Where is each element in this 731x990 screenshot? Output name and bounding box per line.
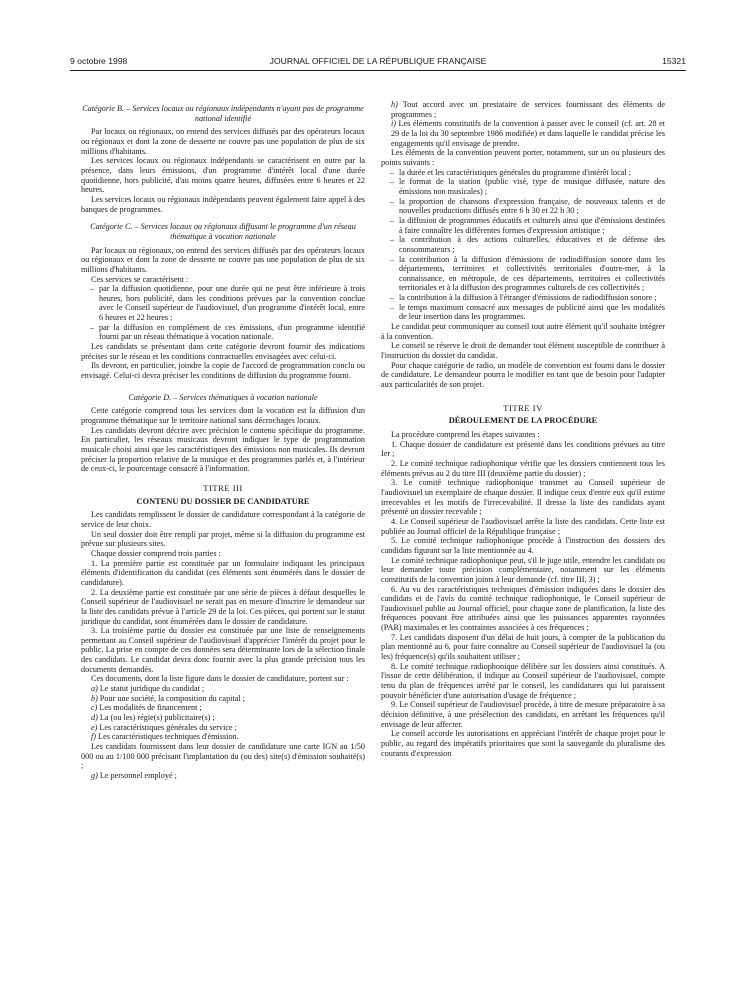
document-item: h) Tout accord avec un prestataire de services fournissant des éléments de programmes ; xyxy=(391,100,665,119)
titre-iii-heading: TITRE III xyxy=(203,482,243,493)
paragraph: Le conseil se réserve le droit de demander tout élément susceptible de contribuer à l'instruction du dossier du candidat. xyxy=(381,341,665,361)
document-item: b) Pour une société, la composition du capital ; xyxy=(91,693,245,703)
procedure-step: 2. Le comité technique radiophonique vérifie que les dossiers contiennent tous les éléments prévus au 2 du titre III (deuxième partie du dossier) ; xyxy=(381,458,665,478)
paragraph: Les services locaux ou régionaux indépendants peuvent également faire appel à des banques de programmes. xyxy=(81,194,365,214)
header-date: 9 octobre 1998 xyxy=(70,56,128,66)
paragraph: Cette catégorie comprend tous les services dont la vocation est la diffusion d'un programme thématique sur le territoire national sans décrochages locaux. xyxy=(81,406,365,426)
document-item: i) Les éléments constitutifs de la convention à passer avec le conseil (cf. art. 28 et 29 de la loi du 30 septembre 1986 modifiée) et dans laquelle le candidat précise les engagements qu'il envisage de prendre. xyxy=(391,119,666,148)
titre-iv-heading: TITRE IV xyxy=(503,402,543,413)
paragraph: Ces services se caractérisent : xyxy=(91,274,189,284)
document-item: g) Le personnel employé ; xyxy=(91,771,177,780)
page-header xyxy=(70,56,686,70)
header-journal-title: JOURNAL OFFICIEL DE LA RÉPUBLIQUE FRANÇAISE xyxy=(269,56,487,66)
paragraph: Par locaux ou régionaux, on entend des services diffusés par des opérateurs locaux ou régionaux et dont la zone de desserte ne couvre pas une population de plus de six millions d'habitants. xyxy=(81,245,365,274)
list-item: – la contribution à la diffusion à l'étranger d'émissions de radiodiffusion sonore ; xyxy=(399,293,665,303)
header-rule xyxy=(70,70,686,71)
right-column xyxy=(381,100,665,758)
procedure-step: 1. Chaque dossier de candidature est présenté dans les conditions prévues au titre Ier ; xyxy=(381,439,665,459)
titre-iv-subheading: DÉROULEMENT DE LA PROCÉDURE xyxy=(448,416,598,426)
category-d-heading: Catégorie D. – Services thématiques à vocation nationale xyxy=(128,392,318,402)
paragraph: Les éléments de la convention peuvent porter, notamment, sur un ou plusieurs des points suivants : xyxy=(381,148,665,167)
list-item: – la proportion de chansons d'expression française, de nouveaux talents et de nouvelles productions diffusés entre 6 h 30 et 22 h 30 ; xyxy=(399,197,665,216)
procedure-step: 9. Le Conseil supérieur de l'audiovisuel procède, à titre de mesure préparatoire à sa décision définitive, à une présélection des candidats, en arrêtant les fréquences qu'il envisage de leur affecter. xyxy=(381,700,665,729)
left-column xyxy=(81,100,365,781)
paragraph: Pour chaque catégorie de radio, un modèle de convention est fourni dans le dossier de candidature. Le demandeur pourra le modifier en tant que de besoin pour l'adapter aux particularités de son projet. xyxy=(381,360,665,390)
paragraph: Les candidats devront décrire avec précision le contenu spécifique du programme. En particulier, les réseaux musicaux devront indiquer le type de programmation musicale choisi ainsi que les caractéristiques des émissions non musicales. Ils devront préciser la proportion relative de la musique et des programmes parlés et, à l'intérieur de ceux-ci, le pourcentage consacré à l'information. xyxy=(81,425,365,474)
list-item: – la contribution à des actions culturelles, éducatives et de défense des consommateurs ; xyxy=(399,235,665,254)
header-page-number: 15321 xyxy=(662,56,686,66)
paragraph: Les candidats fournissent dans leur dossier de candidature une carte IGN au 1/50 000 ou au 1/100 000 précisant l'implantation du (ou des) site(s) d'émission souhaité(s) ; xyxy=(81,742,365,771)
document-item: f) Les caractéristiques techniques d'émission. xyxy=(91,732,239,742)
list-item: – par la diffusion en complément de ces émissions, d'un programme identifié fourni par un réseau thématique à vocation nationale. xyxy=(99,323,365,342)
titre-iii-subheading: CONTENU DU DOSSIER DE CANDIDATURE xyxy=(136,496,310,506)
procedure-step: 4. Le Conseil supérieur de l'audiovisuel arrête la liste des candidats. Cette liste est publiée au Journal officiel de la République française ; xyxy=(381,516,665,536)
paragraph: Les services locaux ou régionaux indépendants se caractérisent en outre par la présence, dans leurs émissions, d'un programme d'intérêt local d'une durée quotidienne, hors publicité, d'au moins quatre heures, diffusées entre 6 heures et 22 heures. xyxy=(81,156,365,195)
paragraph: 2. La deuxième partie est constituée par une série de pièces à défaut desquelles le Conseil supérieur de l'audiovisuel ne serait pas en mesure d'inscrire le demandeur sur la liste des candidats prévue à l'article 29 de la loi. Ces pièces, qui portent sur le statut juridique du candidat, sont énumérées dans le dossier de candidature. xyxy=(81,587,365,626)
paragraph: Les candidats remplissent le dossier de candidature correspondant à la catégorie de service de leur choix. xyxy=(81,510,365,529)
list-item: – par la diffusion quotidienne, pour une durée qui ne peut être inférieure à trois heures, hors publicité, dans les conditions prévues par la convention conclue avec le Conseil supérieur de l'audiovisuel, d'un programme d'intérêt local, entre 6 heures et 22 heures ; xyxy=(99,284,365,323)
document-item: a) Le statut juridique du candidat ; xyxy=(91,684,205,694)
category-b-heading: Catégorie B. – Services locaux ou régionaux indépendants n'ayant pas de programme national identifié xyxy=(82,104,364,123)
list-item: – la durée et les caractéristiques générales du programme d'intérêt local ; xyxy=(399,168,665,178)
paragraph: Un seul dossier doit être remplí par projet, même si la diffusion du programme est prévue sur plusieurs sites. xyxy=(81,529,365,549)
paragraph: Chaque dossier comprend trois parties : xyxy=(91,548,221,558)
procedure-step: Le comité technique radiophonique peut, s'il le juge utile, entendre les candidats ou leur demander toute précision complémentaire, notamment sur les éléments constitutifs de la convention joints à leur demande (cf. titre III, 3) ; xyxy=(381,555,665,584)
procedure-step: 7. Les candidats disposent d'un délai de huit jours, à compter de la publication du plan mentionné au 6, pour faire connaître au Conseil supérieur de l'audiovisuel la (ou les) fréquence(s) qu'ils souhaitent utiliser ; xyxy=(381,632,665,662)
procedure-step: 8. Le comité technique radiophonique délibère sur les dossiers ainsi constitués. A l'issue de cette délibération, il indique au Conseil supérieur de l'audiovisuel, compte tenu du plan de fréquences arrêté par le conseil, les candidatures qui lui paraissent pouvoir bénéficier d'une autorisation d'usage de fréquence ; xyxy=(381,661,665,700)
category-c-heading: Catégorie C. – Services locaux ou régionaux diffusant le programme d'un réseau thématique à vocation nationale xyxy=(90,222,356,241)
procedure-step: 6. Au vu des caractéristiques techniques d'émission indiquées dans le dossier des candidats et de l'avis du comité technique radiophonique, le Conseil supérieur de l'audiovisuel publie au Journal officiel, pour chaque zone de planification, la liste des fréquences pouvant être attribuées ainsi que les puissances apparentes rayonnées (PAR) maximales et les contraintes associées à ces fréquences ; xyxy=(381,584,665,633)
document-item: c) Les modalités de financement ; xyxy=(91,703,202,713)
document-item: e) Les caractéristiques générales du service ; xyxy=(91,722,237,732)
list-item: – le temps maximum consacré aux messages de publicité ainsi que les modalités de leur insertion dans les programmes. xyxy=(399,303,665,322)
paragraph: La procédure comprend les étapes suivantes : xyxy=(391,430,540,439)
paragraph: Ces documents, dont la liste figure dans le dossier de candidature, portent sur : xyxy=(91,674,349,684)
procedure-step: 5. Le comité technique radiophonique procède à l'instruction des dossiers des candidats figurant sur la liste mentionnée au 4. xyxy=(381,536,665,555)
list-item: – la contribution à la diffusion d'émissions de radiodiffusion sonore dans les départements, territoires et collectivités territoriales d'outre-mer, à la connaissance, en métropole, de ces départements, territoires et collectivités territoriales et à la diffusion des programmes culturels de ces collectivités ; xyxy=(399,255,665,294)
procedure-step: Le conseil accorde les autorisations en appréciant l'intérêt de chaque projet pour le public, au regard des impératifs prioritaires que sont la sauvegarde du pluralisme des courants d'expression xyxy=(381,729,665,758)
list-item: – la diffusion de programmes éducatifs et culturels ainsi que d'émissions destinées à faire connaître les différentes formes d'expression artistique ; xyxy=(399,216,665,235)
paragraph: Le candidat peut communiquer au conseil tout autre élément qu'il souhaite intégrer à la convention. xyxy=(381,322,665,341)
category-c-list xyxy=(81,284,365,342)
paragraph: Ils devront, en particulier, joindre la copie de l'accord de programmation conclu ou envisagé. Celui-ci devra préciser les conditions de diffusion du programme fourni. xyxy=(81,361,365,381)
paragraph: Les candidats se présentant dans cette catégorie devront fournir des indications précises sur le réseau et les conditions contractuelles envisagées avec celui-ci. xyxy=(81,342,365,361)
procedure-step: 3. Le comité technique radiophonique transmet au Conseil supérieur de l'audiovisuel un exemplaire de chaque dossier. Il indique ceux d'entre eux qu'il estime irrecevables et les motifs de l'irrecevabilité. Il dresse la liste des candidats ayant présenté un dossier recevable ; xyxy=(381,478,665,517)
document-item: d) La (ou les) régie(s) publicitaire(s) ; xyxy=(91,713,215,723)
convention-list xyxy=(381,168,665,323)
paragraph: 1. La première partie est constituée par un formulaire indiquant les principaux éléments d'identification du candidat (ces éléments sont énumérés dans le dossier de candidature). xyxy=(81,558,365,587)
paragraph: 3. La troisième partie du dossier est constituée par une liste de renseignements permettant au Conseil supérieur de l'audiovisuel d'apprécier l'intérêt du projet pour le public. La prise en compte de ces données sera déterminante lors de la sélection finale des candidats. Le candidat devra donc fournir avec la plus grande précision tous les documents demandés. xyxy=(81,626,365,674)
paragraph: Par locaux ou régionaux, on entend des services diffusés par des opérateurs locaux ou régionaux et dont la zone de desserte ne couvre pas une population de plus de six millions d'habitants. xyxy=(81,127,365,156)
list-item: – le format de la station (public visé, type de musique diffusée, nature des émissions non musicales) ; xyxy=(399,177,665,196)
